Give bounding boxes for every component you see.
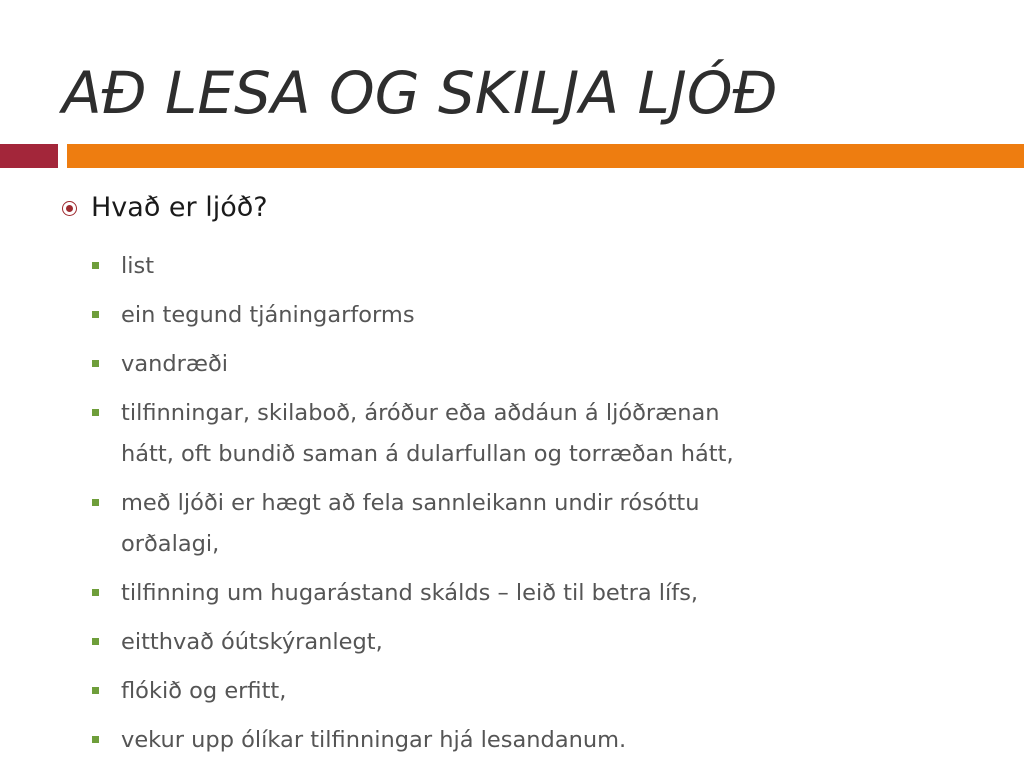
sub-bullet-line: vekur upp ólíkar tilfinningar hjá lesandanum.: [121, 727, 627, 753]
sub-bullet-item: [92, 295, 992, 336]
level1-bullet-item: [62, 192, 268, 223]
sub-bullet-item: [92, 344, 992, 385]
sub-bullet-line: list: [121, 253, 155, 279]
circled-dot-bullet-icon: [62, 201, 77, 216]
sub-bullet-line: vandræði: [121, 351, 229, 377]
sub-bullet-line: tilfinningar, skilaboð, áróður eða aðdáun á ljóðrænan: [121, 400, 720, 426]
sub-bullet-item: [92, 573, 992, 614]
sub-bullet-line: ein tegund tjáningarforms: [121, 302, 415, 328]
square-bullet-icon: [92, 311, 99, 318]
sub-bullet-item: [92, 720, 992, 761]
sub-bullet-line: eitthvað óútskýranlegt,: [121, 629, 383, 655]
sub-bullet-item: [92, 393, 992, 475]
bullet-center-dot: [66, 205, 73, 212]
heading-bullet-text: Hvað er ljóð?: [91, 192, 268, 223]
sub-bullet-item: [92, 622, 992, 663]
square-bullet-icon: [92, 409, 99, 416]
sub-bullet-line: orðalagi,: [121, 531, 220, 557]
square-bullet-icon: [92, 736, 99, 743]
sub-bullet-list: [92, 246, 992, 769]
square-bullet-icon: [92, 360, 99, 367]
sub-bullet-line: með ljóði er hægt að fela sannleikann undir rósóttu: [121, 490, 700, 516]
sub-bullet-line: flókið og erfitt,: [121, 678, 287, 704]
square-bullet-icon: [92, 589, 99, 596]
square-bullet-icon: [92, 499, 99, 506]
sub-bullet-item: [92, 246, 992, 287]
sub-bullet-item: [92, 671, 992, 712]
accent-bar-right: [67, 144, 1024, 168]
slide-title: AÐ LESA OG SKILJA LJÓÐ: [62, 59, 778, 127]
sub-bullet-line: tilfinning um hugarástand skálds – leið til betra lífs,: [121, 580, 699, 606]
square-bullet-icon: [92, 262, 99, 269]
sub-bullet-item: [92, 483, 992, 565]
square-bullet-icon: [92, 638, 99, 645]
sub-bullet-line: hátt, oft bundið saman á dularfullan og torræðan hátt,: [121, 441, 734, 467]
accent-bar-left: [0, 144, 58, 168]
square-bullet-icon: [92, 687, 99, 694]
